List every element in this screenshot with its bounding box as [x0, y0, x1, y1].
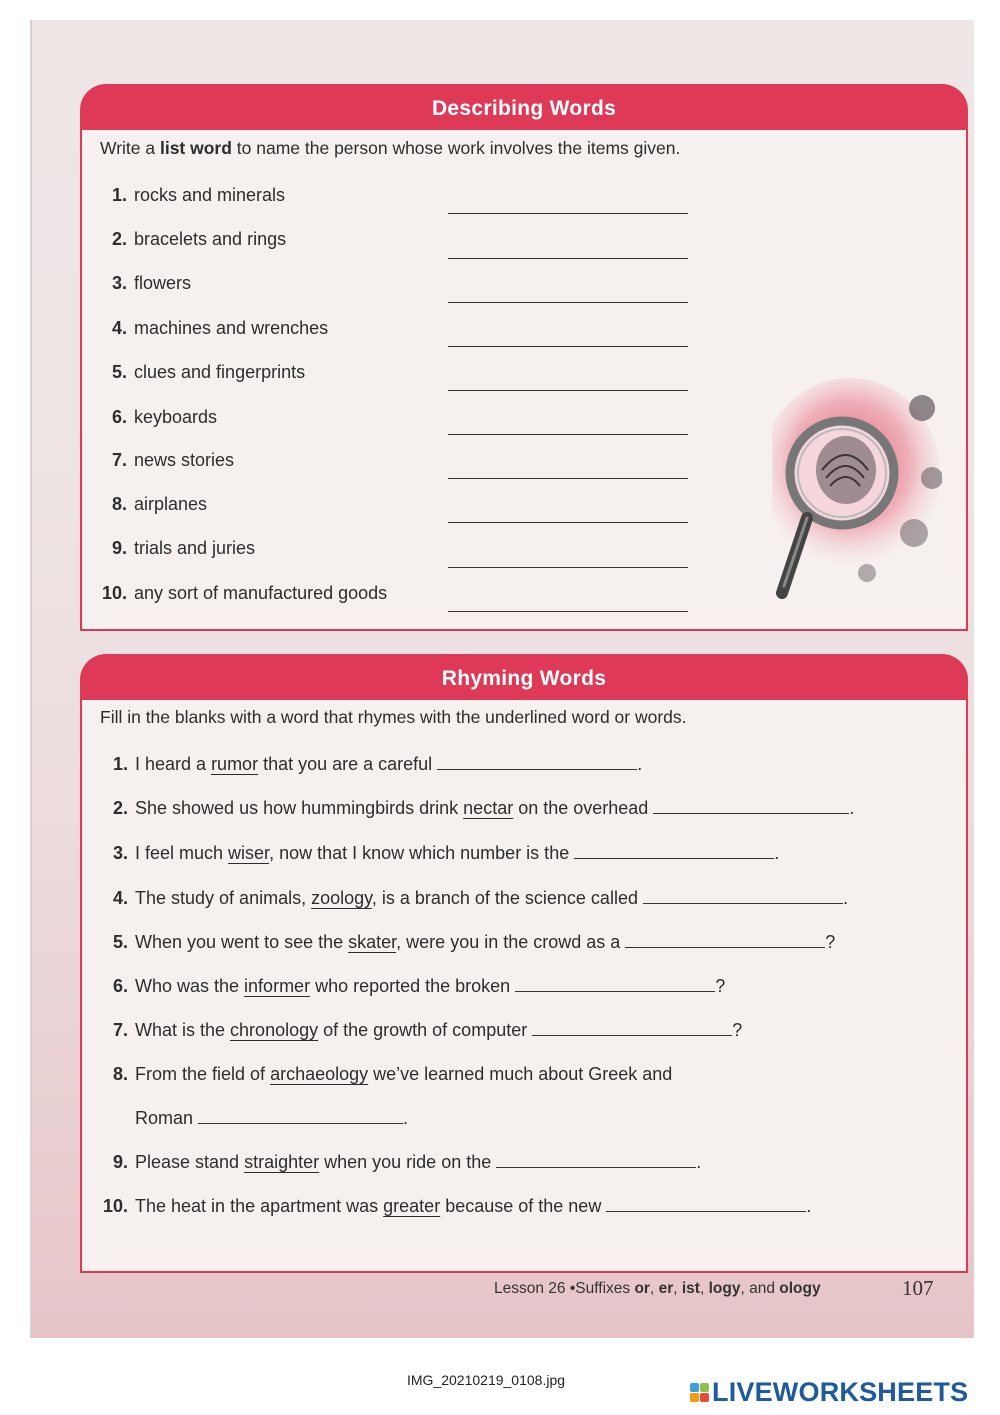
answer-blank[interactable]	[643, 889, 843, 904]
list-item: 10. The heat in the apartment was greater because of the new .	[102, 1196, 812, 1216]
list-item: 9. Please stand straighter when you ride on the .	[112, 1152, 702, 1172]
answer-blank[interactable]	[574, 844, 774, 859]
list-item: 7. What is the chronology of the growth of computer ?	[112, 1020, 743, 1040]
list-item: 3. flowers	[111, 273, 192, 293]
answer-blank[interactable]	[515, 977, 715, 992]
list-item: 2. She showed us how hummingbirds drink nectar on the overhead .	[112, 798, 855, 818]
brand-name: LIVEWORKSHEETS	[712, 1377, 969, 1407]
answer-blank[interactable]	[198, 1109, 403, 1124]
list-item: 8. airplanes	[111, 494, 208, 514]
answer-blank[interactable]	[448, 257, 688, 259]
list-item: 3. I feel much wiser, now that I know which number is the .	[112, 843, 780, 863]
answer-blank[interactable]	[653, 799, 849, 814]
list-item: 6. Who was the informer who reported the broken ?	[112, 976, 726, 996]
answer-blank[interactable]	[496, 1153, 696, 1168]
describing-words-card	[80, 97, 968, 631]
list-item: 1. I heard a rumor that you are a careful .	[112, 754, 643, 774]
answer-blank[interactable]	[606, 1197, 806, 1212]
answer-blank[interactable]	[448, 521, 688, 523]
answer-blank[interactable]	[448, 345, 688, 347]
liveworksheets-logo[interactable]	[690, 1377, 968, 1408]
list-item: 8. From the field of archaeology we’ve learned much about Greek and	[112, 1064, 673, 1084]
answer-blank[interactable]	[448, 433, 688, 435]
answer-blank[interactable]	[625, 933, 825, 948]
section-instruction: Fill in the blanks with a word that rhymes with the underlined word or words.	[100, 707, 687, 727]
answer-blank[interactable]	[532, 1021, 732, 1036]
worksheet-page	[30, 20, 974, 1338]
list-item: 1. rocks and minerals	[111, 185, 286, 205]
answer-blank[interactable]	[448, 477, 688, 479]
list-item: 10. any sort of manufactured goods	[101, 583, 388, 603]
answer-blank[interactable]	[448, 566, 688, 568]
list-item: 5. clues and fingerprints	[111, 362, 306, 382]
section-title: Rhyming Words	[80, 654, 968, 700]
image-filename: IMG_20210219_0108.jpg	[407, 1372, 566, 1388]
magnifying-glass-icon	[772, 378, 942, 618]
page-number: 107	[902, 1276, 934, 1300]
answer-blank[interactable]	[448, 610, 688, 612]
lesson-footer: Lesson 26 •Suffixes or, er, ist, logy, and ology	[494, 1280, 821, 1297]
list-item: 2. bracelets and rings	[111, 229, 287, 249]
answer-blank[interactable]	[448, 301, 688, 303]
section-title: Describing Words	[80, 84, 968, 130]
answer-blank[interactable]	[448, 212, 688, 214]
list-item: 4. The study of animals, zoology, is a branch of the science called .	[112, 888, 848, 908]
list-item: 6. keyboards	[111, 407, 218, 427]
list-item: 7. news stories	[111, 450, 235, 470]
list-item: 4. machines and wrenches	[111, 318, 329, 338]
list-item: Roman .	[135, 1108, 409, 1128]
brand-grid-icon	[690, 1383, 709, 1402]
rhyming-words-card	[80, 667, 968, 1273]
list-item: 9. trials and juries	[111, 538, 256, 558]
section-instruction: Write a list word to name the person whose work involves the items given.	[100, 138, 681, 158]
answer-blank[interactable]	[448, 389, 688, 391]
list-item: 5. When you went to see the skater, were you in the crowd as a ?	[112, 932, 836, 952]
answer-blank[interactable]	[437, 755, 637, 770]
